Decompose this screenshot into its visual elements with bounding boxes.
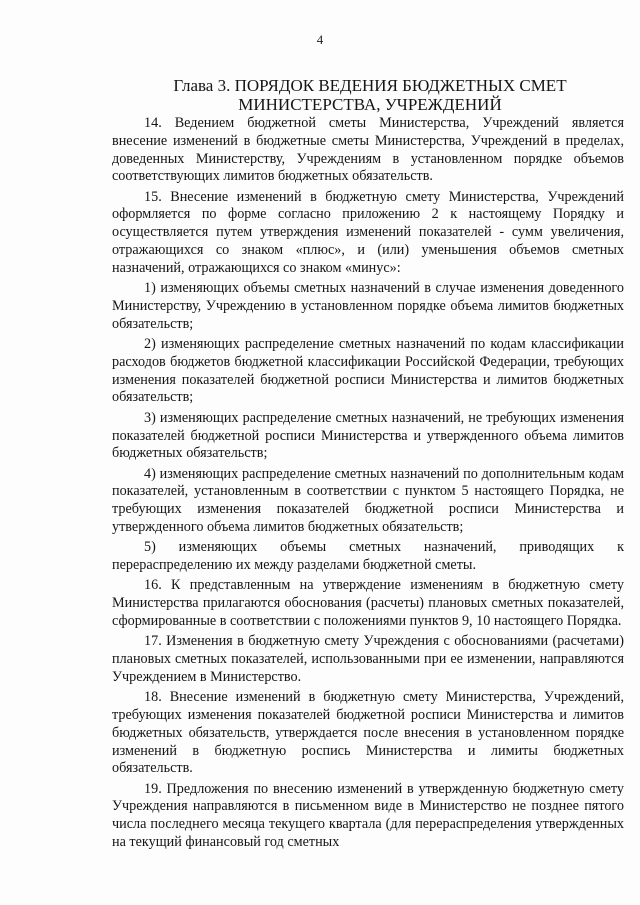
list-item-2: 2) изменяющих распределение сметных назначений по кодам классификации расходов бюджетов бюджетной классификации Российской Федерации, требующих изменения показателей бюджетной росписи Министерства и лимитов бюджетных обязательств; xyxy=(112,336,624,406)
page-number: 4 xyxy=(316,32,324,47)
list-item-5: 5) изменяющих объемы сметных назначений, приводящих к перераспределению их между разделами бюджетной сметы. xyxy=(112,539,624,574)
chapter-title xyxy=(160,76,580,114)
chapter-title-line-1: Глава 3. ПОРЯДОК ВЕДЕНИЯ БЮДЖЕТНЫХ СМЕТ xyxy=(173,76,567,95)
paragraph-19: 19. Предложения по внесению изменений в утвержденную бюджетную смету Учреждения направляются в письменном виде в Министерство не позднее пятого числа последнего месяца текущего квартала (для перераспределения утвержденных на текущий финансовый год сметных xyxy=(112,780,624,851)
paragraph-16: 16. К представленным на утверждение изменениям в бюджетную смету Министерства прилагаются обоснования (расчеты) плановых сметных показателей, сформированные в соответствии с положениями пунктов 9, 10 настоящего Порядка. xyxy=(112,577,624,630)
paragraph-18: 18. Внесение изменений в бюджетную смету Министерства, Учреждений, требующих изменения показателей бюджетной росписи Министерства и лимитов бюджетных обязательств, утверждается после внесения в установленном порядке изменений в бюджетную роспись Министерства и лимиты бюджетных обязательств. xyxy=(112,689,624,777)
list-item-3: 3) изменяющих распределение сметных назначений, не требующих изменения показателей бюджетной росписи Министерства и утвержденного объема лимитов бюджетных обязательств; xyxy=(112,409,624,462)
paragraph-17: 17. Изменения в бюджетную смету Учреждения с обоснованиями (расчетами) плановых сметных показателей, использованными при ее изменении, направляются Учреждением в Министерство. xyxy=(112,633,624,685)
list-item-4: 4) изменяющих распределение сметных назначений по дополнительным кодам показателей, установленным в соответствии с пунктом 5 настоящего Порядка, не требующих изменения показателей бюджетной росписи Министерства и утвержденного объема лимитов бюджетных обязательств; xyxy=(112,465,624,536)
paragraph-15: 15. Внесение изменений в бюджетную смету Министерства, Учреждений оформляется по форме согласно приложению 2 к настоящему Порядку и осуществляется путем утверждения изменений показателей - сумм увеличения, отражающихся со знаком «плюс», и (или) уменьшения объемов сметных назначений, отражающихся со знаком «минус»: xyxy=(112,188,624,276)
document-body xyxy=(112,115,624,854)
list-item-1: 1) изменяющих объемы сметных назначений в случае изменения доведенного Министерству, Учреждению в установленном порядке объема лимитов бюджетных обязательств; xyxy=(112,280,624,332)
chapter-title-line-2: МИНИСТЕРСТВА, УЧРЕЖДЕНИЙ xyxy=(238,95,502,114)
paragraph-14: 14. Ведением бюджетной сметы Министерства, Учреждений является внесение изменений в бюджетные сметы Министерства, Учреждений в пределах, доведенных Министерству, Учреждениям в установленном порядке объемов соответствующих лимитов бюджетных обязательств. xyxy=(112,115,624,185)
